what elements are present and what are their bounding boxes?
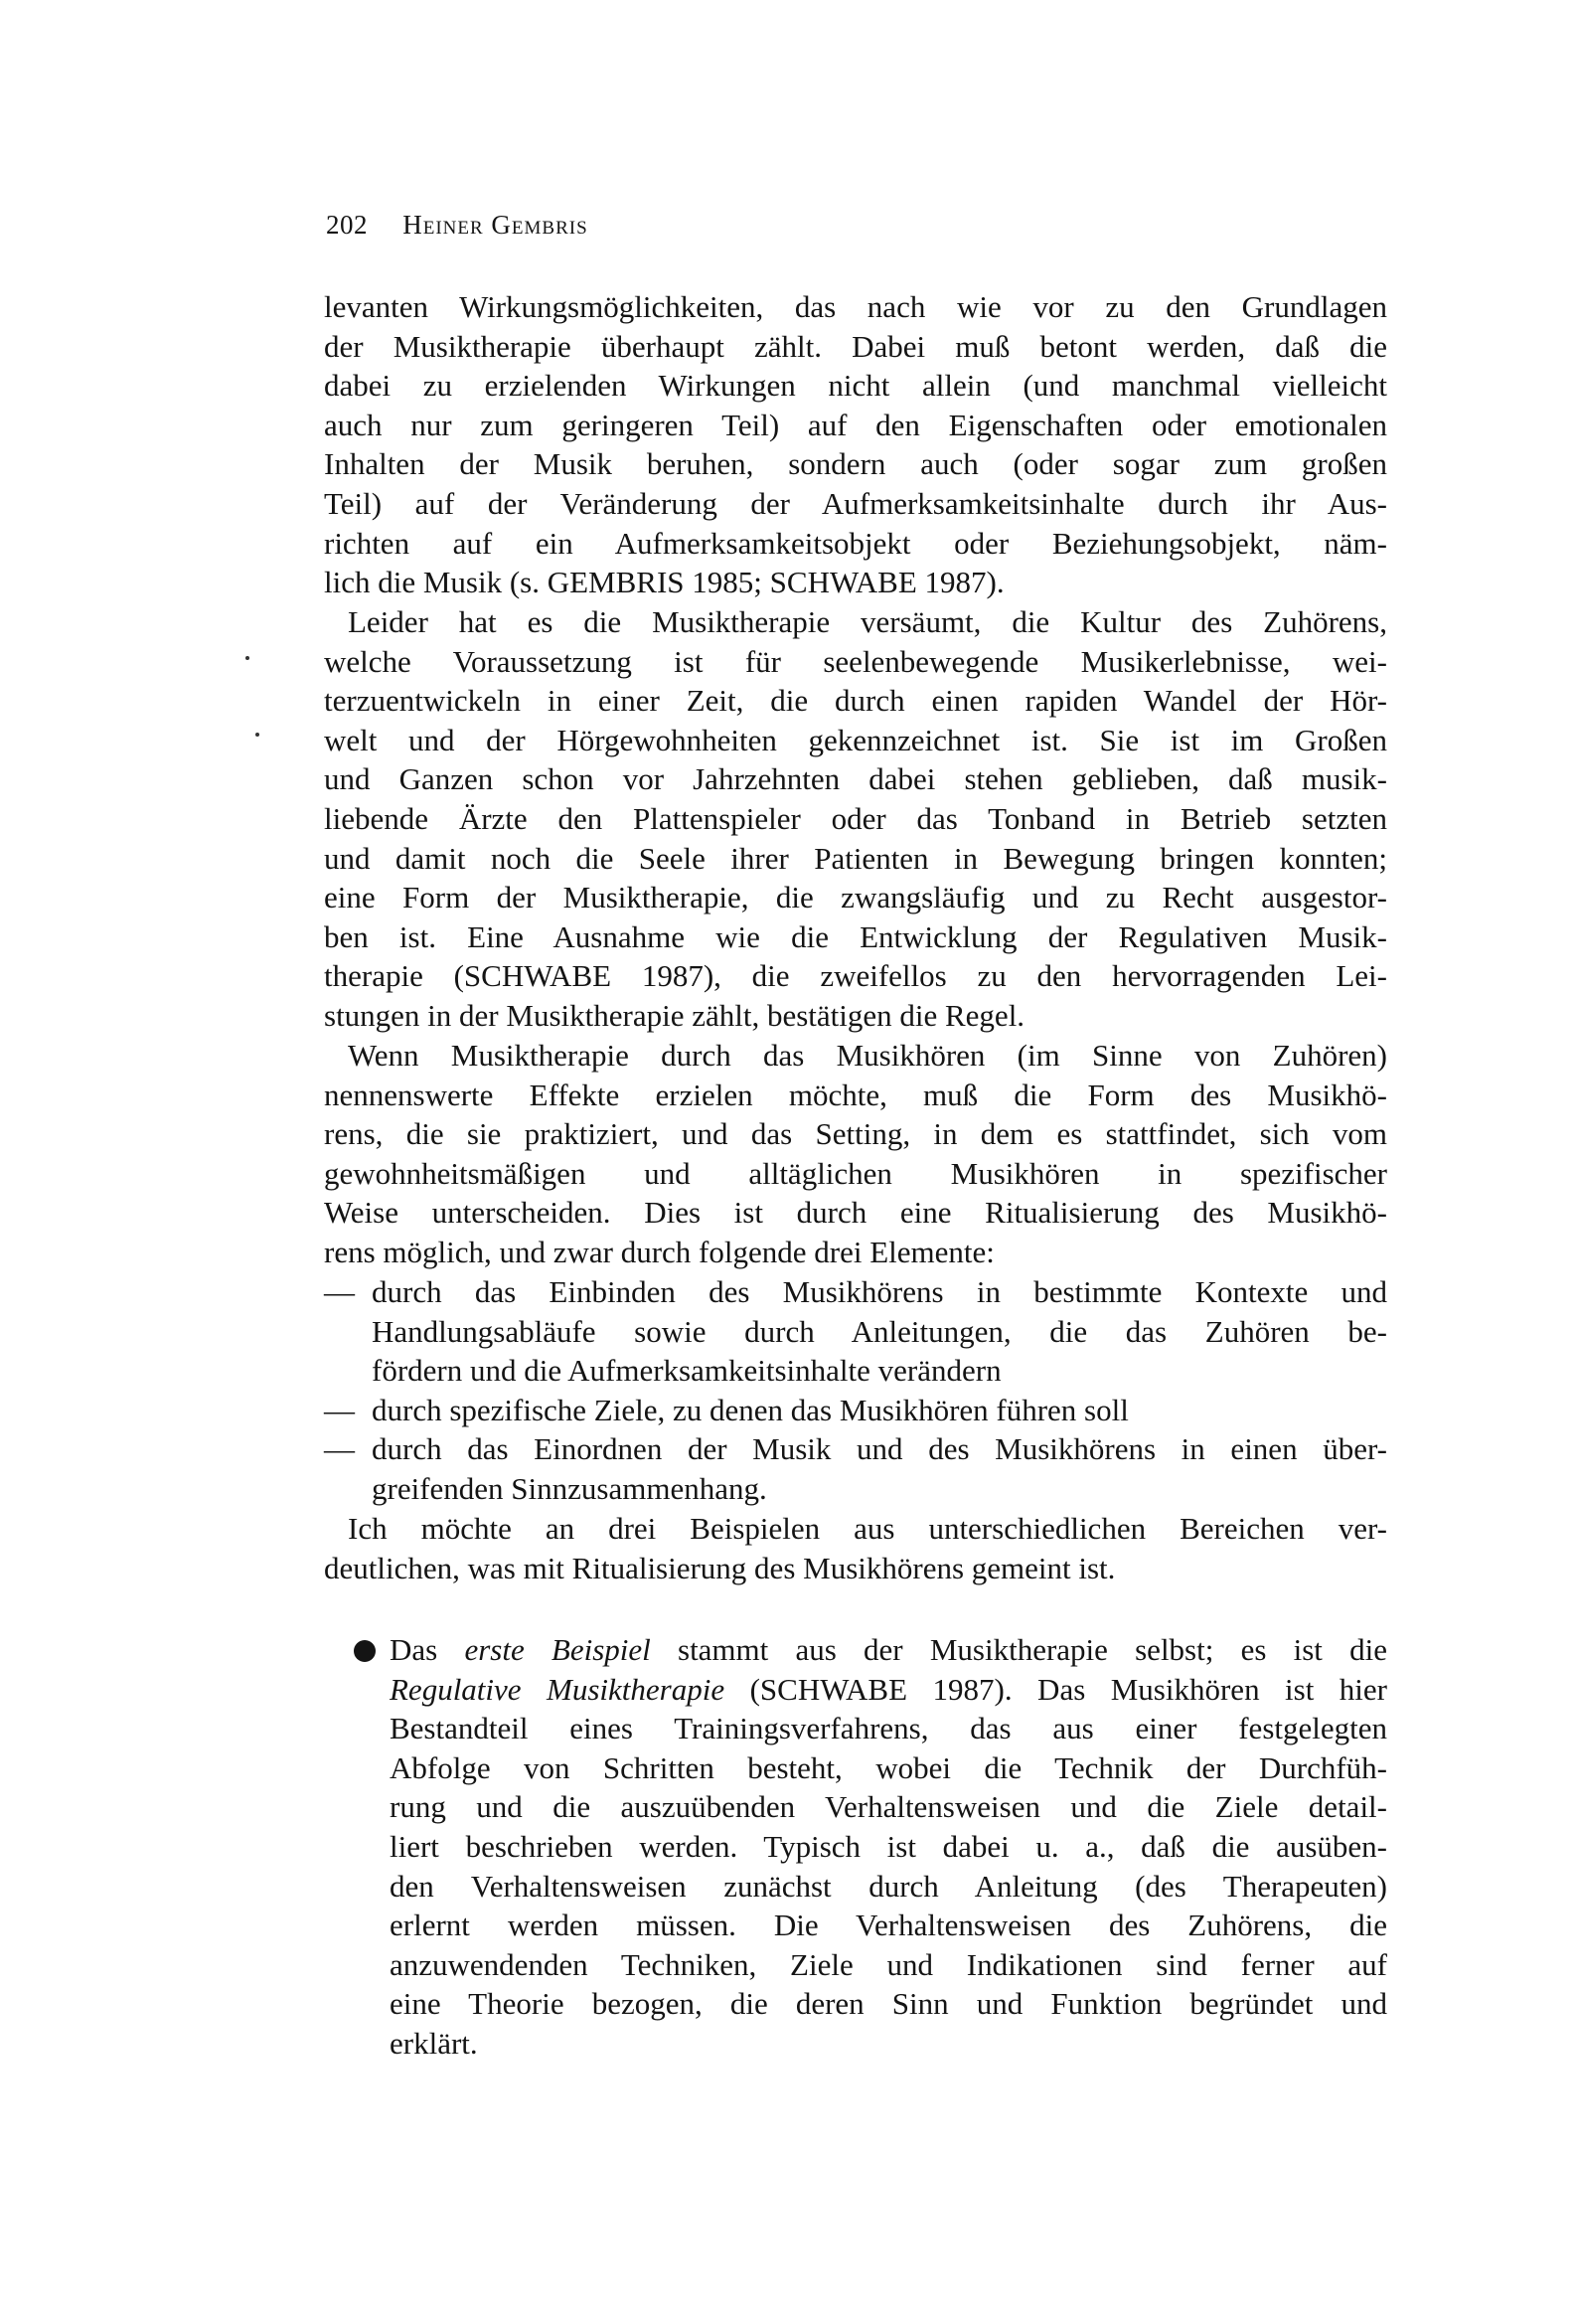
- text-line: Leider hat es die Musiktherapie versäumt, die Kultur des Zuhörens,: [348, 604, 1387, 639]
- text-line: deutlichen, was mit Ritualisierung des Musikhörens gemeint ist.: [324, 1550, 1116, 1585]
- bullet-paragraph: [324, 1630, 1387, 2064]
- text-line: eine Form der Musiktherapie, die zwangsläufig und zu Recht ausgestor-: [324, 880, 1387, 915]
- text-line: liert beschrieben werden. Typisch ist dabei u. a., daß die ausüben-: [390, 1828, 1387, 1864]
- text-line: erklärt.: [390, 2025, 478, 2061]
- text-line: Teil) auf der Veränderung der Aufmerksamkeitsinhalte durch ihr Aus-: [324, 485, 1387, 521]
- dash-list: [324, 1272, 1387, 1509]
- paragraph-2: [324, 602, 1387, 1036]
- text-line: dabei zu erzielenden Wirkungen nicht allein (und manchmal vielleicht: [324, 368, 1387, 404]
- text-line: den Verhaltensweisen zunächst durch Anleitung (des Therapeuten): [390, 1868, 1387, 1904]
- running-header: [326, 210, 588, 241]
- text-line: welche Voraussetzung ist für seelenbewegende Musikerlebnisse, wei-: [324, 643, 1387, 679]
- margin-dot: [245, 656, 249, 660]
- text-line: Inhalten der Musik beruhen, sondern auch (oder sogar zum großen: [324, 446, 1387, 482]
- page-number: 202: [326, 210, 368, 240]
- text-line: und damit noch die Seele ihrer Patienten in Bewegung bringen konnten;: [324, 840, 1387, 876]
- paragraph-1: [324, 287, 1387, 602]
- text-line: lich die Musik (s. GEMBRIS 1985; SCHWABE 1987).: [324, 565, 1005, 600]
- text-line: ben ist. Eine Ausnahme wie die Entwicklung der Regulativen Musik-: [324, 918, 1387, 954]
- list-item: — durch das Einordnen der Musik und des Musikhörens in einen über-: [324, 1429, 1387, 1469]
- text-line: levanten Wirkungsmöglichkeiten, das nach wie vor zu den Grundlagen: [324, 289, 1387, 324]
- list-item: — durch das Einbinden des Musikhörens in bestimmte Kontexte und: [324, 1272, 1387, 1312]
- text-line: Handlungsabläufe sowie durch Anleitungen, die das Zuhören be-: [372, 1313, 1387, 1349]
- text-line: terzuentwickeln in einer Zeit, die durch einen rapiden Wandel der Hör-: [324, 683, 1387, 719]
- list-item: — durch spezifische Ziele, zu denen das Musikhören führen soll: [324, 1391, 1387, 1430]
- margin-dot: [255, 733, 259, 737]
- text-line: liebende Ärzte den Plattenspieler oder das Tonband in Betrieb setzten: [324, 800, 1387, 836]
- text-line: erlernt werden müssen. Die Verhaltensweisen des Zuhörens, die: [390, 1908, 1387, 1943]
- text-line: Regulative Musiktherapie (SCHWABE 1987). Das Musikhören ist hier: [390, 1671, 1388, 1707]
- text-line: stungen in der Musiktherapie zählt, bestätigen die Regel.: [324, 997, 1025, 1033]
- paragraph-3: [324, 1036, 1387, 1272]
- text-line: und Ganzen schon vor Jahrzehnten dabei stehen geblieben, daß musik-: [324, 761, 1387, 797]
- text-line: rung und die auszuübenden Verhaltensweisen und die Ziele detail-: [390, 1789, 1387, 1825]
- text-line: fördern und die Aufmerksamkeitsinhalte verändern: [372, 1353, 1002, 1389]
- bullet-icon: [354, 1640, 376, 1662]
- text-line: Ich möchte an drei Beispielen aus unterschiedlichen Bereichen ver-: [348, 1511, 1387, 1546]
- text-line: Das erste Beispiel stammt aus der Musiktherapie selbst; es ist die: [324, 1630, 1387, 1670]
- text-line: rens möglich, und zwar durch folgende drei Elemente:: [324, 1234, 995, 1269]
- text-line: welt und der Hörgewohnheiten gekennzeichnet ist. Sie ist im Großen: [324, 722, 1387, 757]
- text-line: therapie (SCHWABE 1987), die zweifellos zu den hervorragenden Lei-: [324, 958, 1387, 994]
- text-line: rens, die sie praktiziert, und das Setting, in dem es stattfindet, sich vom: [324, 1116, 1387, 1152]
- paragraph-4: [324, 1509, 1387, 1587]
- text-line: Weise unterscheiden. Dies ist durch eine Ritualisierung des Musikhö-: [324, 1195, 1387, 1231]
- dash-marker: —: [324, 1392, 355, 1427]
- dash-marker: —: [324, 1274, 355, 1309]
- text-line: eine Theorie bezogen, die deren Sinn und Funktion begründet und: [390, 1986, 1387, 2022]
- running-header-author: Heiner Gembris: [402, 210, 588, 240]
- text-line: anzuwendenden Techniken, Ziele und Indikationen sind ferner auf: [390, 1946, 1387, 1982]
- text-line: Bestandteil eines Trainingsverfahrens, das aus einer festgelegten: [390, 1711, 1387, 1746]
- text-line: greifenden Sinnzusammenhang.: [372, 1470, 767, 1506]
- text-line: Wenn Musiktherapie durch das Musikhören (im Sinne von Zuhören): [348, 1038, 1387, 1073]
- dash-marker: —: [324, 1431, 355, 1467]
- text-line: richten auf ein Aufmerksamkeitsobjekt oder Beziehungsobjekt, näm-: [324, 525, 1387, 561]
- text-line: Abfolge von Schritten besteht, wobei die Technik der Durchfüh-: [390, 1749, 1387, 1785]
- text-line: gewohnheitsmäßigen und alltäglichen Musikhören in spezifischer: [324, 1155, 1387, 1191]
- text-line: nennenswerte Effekte erzielen möchte, muß die Form des Musikhö-: [324, 1077, 1387, 1112]
- text-line: der Musiktherapie überhaupt zählt. Dabei muß betont werden, daß die: [324, 328, 1387, 364]
- text-line: auch nur zum geringeren Teil) auf den Eigenschaften oder emotionalen: [324, 407, 1387, 442]
